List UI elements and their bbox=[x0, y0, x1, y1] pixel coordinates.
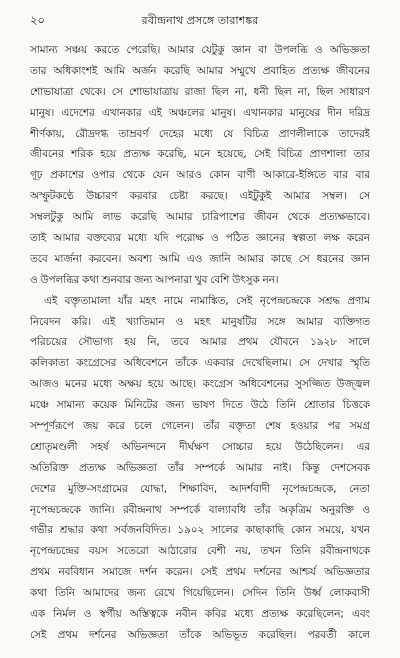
text-line: সম্পূর্ণরূপে জয় করে চলে গেলেন। তাঁর বক্তৃতা শেষ হওয়ার পর সমগ্র bbox=[30, 420, 370, 433]
text-line: তার অধিকাংশই আমি অর্জন করেছি আমার সম্মুখে প্রবাহিত প্রত্যক্ষ জীবনের bbox=[30, 64, 370, 77]
running-head: রবীন্দ্রনাথ প্রসঙ্গে তারাশঙ্কর bbox=[141, 14, 259, 27]
text-line: নৃপেন্দ্রচন্দ্রের বয়স সতেরো আঠারোর বেশী নয়, তখন তিনি রবীন্দ্রনাথকে bbox=[30, 545, 370, 558]
text-line: পরিচয়ের সৌভাগ্য হয় নি, তবে আমার প্রথম যৌবনে ১৯২৮ সালে bbox=[30, 336, 370, 349]
text-line: শ্রোতৃমণ্ডলী সহর্ষ অভিনন্দনে দীর্ঘক্ষণ সোচ্চার হয়ে উঠেছিলেন। এর bbox=[30, 440, 370, 453]
text-line: কলিকাতা কংগ্রেসের অধিবেশনে তাঁকে একবার দেখেছিলাম। সে দেখার স্মৃতি bbox=[30, 357, 370, 370]
text-line: অতিরিক্ত প্রত্যক্ষ অভিজ্ঞতা তাঁর সম্পর্কে আমার নাই। কিন্তু দেশসেবক bbox=[30, 461, 370, 474]
page-header bbox=[30, 12, 370, 34]
text-line: গূঢ় প্রকাশের ওপার থেকে যেন আরও কোন বাণী আকারে-ইঙ্গিতে বার বার bbox=[30, 169, 370, 182]
text-line: এই বক্তৃতামালা যাঁর মহৎ নামে নামাঙ্কিত, সেই নৃপেন্দ্রচন্দ্রকে সশ্রদ্ধ প্রণাম bbox=[44, 294, 370, 307]
text-line: গভীর শ্রদ্ধার কথা সর্বজনবিদিত। ১৯০২ সালের কাছাকাছি কোন সময়ে, যখন bbox=[30, 524, 370, 537]
text-line: মানুষ। এদেশের এখানকার এই অঞ্চলের মানুষ। এখানকার মানুষের দীন দরিদ্র bbox=[30, 106, 370, 119]
text-line: অস্ফুটকণ্ঠে উচ্চারণ করবার চেষ্টা করছে। এইটুকুই আমার সম্বল। সে bbox=[30, 190, 370, 203]
text-line: আজও মনের মধ্যে অক্ষয় হয়ে আছে। কংগ্রেস অধিবেশনের সুসজ্জিত উজ্জ্বল bbox=[30, 378, 370, 391]
text-line: নৃপেন্দ্রচন্দ্রকে জানি। রবীন্দ্রনাথ সম্পর্কে বাল্যাবধি তাঁর অকৃত্রিম অনুরক্তি ও bbox=[30, 503, 370, 516]
text-line: দেশের মুক্তি-সংগ্রামের যোদ্ধা, শিক্ষাবিদ, আদর্শবাদী নৃপেন্দ্রচন্দ্রকে, নেতা bbox=[30, 482, 370, 495]
text-line: এক নির্মল ও স্বর্গীয় অস্তিত্বকে নবীন কবির মধ্যে প্রত্যক্ষ করেছিলেন; এবং bbox=[30, 608, 370, 621]
text-line: সম্বলটুকু আমি লাভ করেছি আমার চারিপাশের জীবন থেকে প্রত্যক্ষভাবে। bbox=[30, 211, 370, 224]
text-line: তাই আমার বক্তব্যের মধ্যে যদি পরোক্ষ ও পঠিত জ্ঞানের স্বল্পতা লক্ষ করেন bbox=[30, 232, 370, 245]
text-line: প্রথম নববিধান সমাজে দর্শন করেন। সেই প্রথম দর্শনের আশ্চর্য অভিজ্ঞতার bbox=[30, 566, 370, 579]
text-line: শীর্ণকায়, রৌদ্রদগ্ধ তাম্রবর্ণ দেহের মধ্যে যে বিচিত্র প্রাণলীলাকে তাদেরই bbox=[30, 127, 370, 140]
text-line: সেই প্রথম দর্শনের অভিজ্ঞতা তাঁকে অভিভূত করেছিল। পরবর্তী কালে bbox=[30, 628, 370, 641]
text-line: সামান্য সঞ্চয় করতে পেরেছি। আমার যেটুকু জ্ঞান বা উপলব্ধি ও অভিজ্ঞতা bbox=[30, 44, 370, 56]
text-line: শোভাযাত্রা থেকে। সে শোভাযাত্রায় রাজা ছিল না, ধনী ছিল না, ছিল সাধারণ bbox=[30, 85, 370, 98]
text-line: তবে মার্জনা করবেন। অবশ্য আমি এও জানি আমার কাছে সে ধরনের জ্ঞান bbox=[30, 252, 370, 265]
text-line: জীবনের শরিক হয়ে প্রত্যক্ষ করেছি, মনে হয়েছে, সেই বিচিত্র প্রাণশালা তার bbox=[30, 148, 370, 161]
text-line: কথা তিনি আমাদের জন্য রেখে গিয়েছিলেন। সেদিন তিনি উর্ধ্ব লোকবাসী bbox=[30, 587, 370, 600]
body-text bbox=[30, 40, 370, 650]
text-line: নিবেদন করি। এই খ্যাতিমান ও মহৎ মানুষটির সঙ্গে আমার ব্যক্তিগত bbox=[30, 315, 370, 328]
text-line: ও উপলব্ধির কথা শুনবার জন্য আপনারা খুব বেশি উৎসুক নন। bbox=[30, 273, 279, 286]
text-line: মঞ্চে সামান্য কয়েক মিনিটের জন্য ভাষণ দিতে উঠে তিনি শ্রোতার চিত্তকে bbox=[30, 399, 370, 412]
page-number: ২০ bbox=[30, 13, 45, 27]
